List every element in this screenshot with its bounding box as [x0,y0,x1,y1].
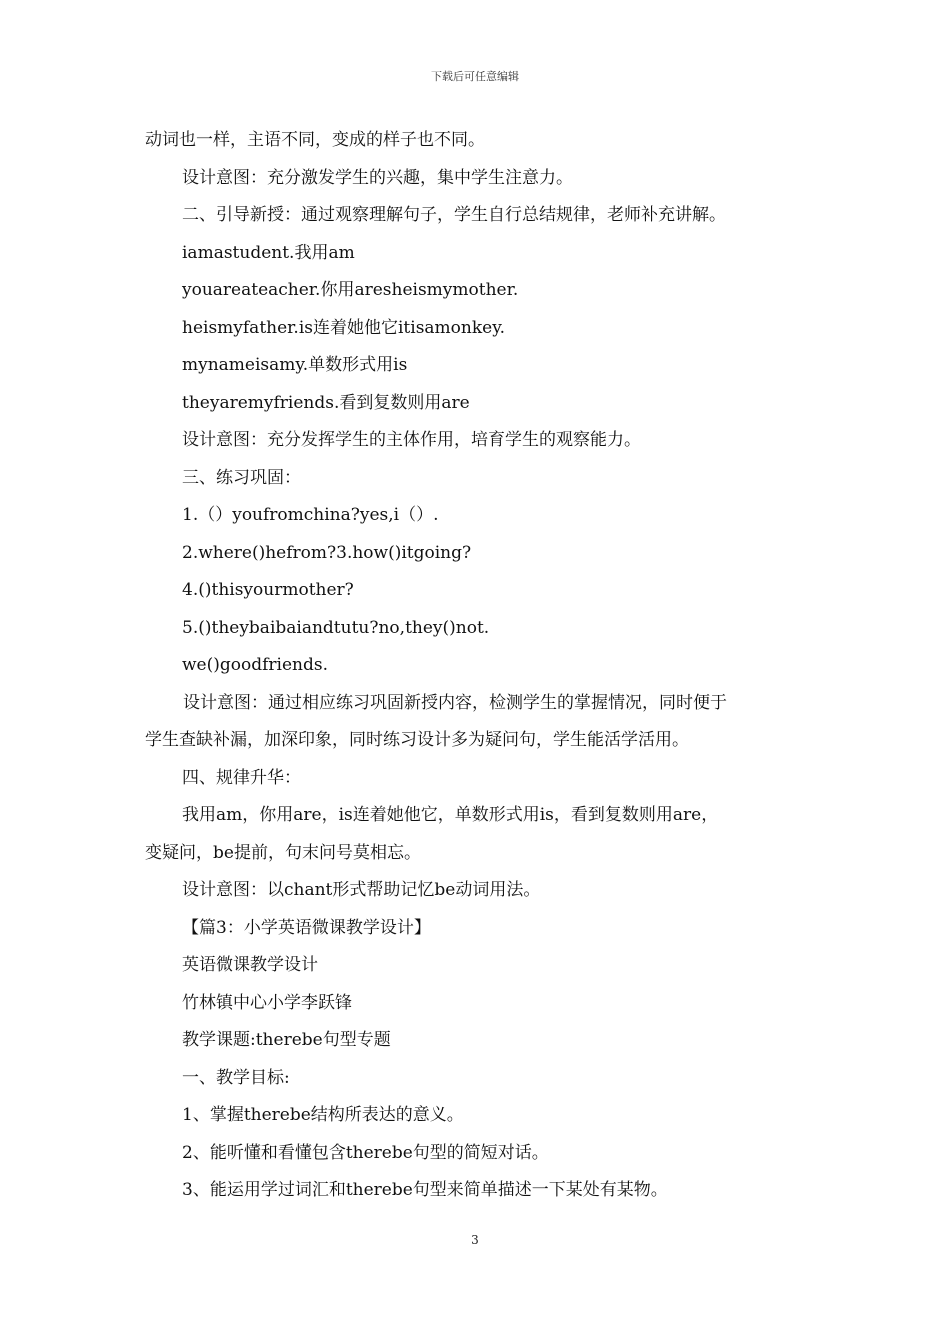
text-line: theyaremyfriends.看到复数则用are [182,392,470,413]
text-line: 设计意图：以chant形式帮助记忆be动词用法。 [182,880,541,900]
text-line: 设计意图：充分激发学生的兴趣，集中学生注意力。 [182,167,573,188]
text-line: youareateacher.你用aresheismymother. [182,280,519,300]
page-number: 3 [471,1233,479,1247]
text-line: mynameisamy.单数形式用is [182,355,408,375]
text-line: iamastudent.我用am [182,242,355,263]
text-line: we()goodfriends. [182,655,328,675]
text-line: 教学课题:therebe句型专题 [182,1030,391,1050]
text-line: 1.（）youfromchina?yes,i（）. [182,505,439,525]
text-line: 学生查缺补漏，加深印象，同时练习设计多为疑问句，学生能活学活用。 [145,730,689,750]
text-line: 2、能听懂和看懂包含therebe句型的简短对话。 [182,1142,549,1163]
text-line: 5.()theybaibaiandtutu?no,they()not. [182,617,490,638]
text-line: 动词也一样，主语不同，变成的样子也不同。 [145,130,485,150]
text-line: 1、掌握therebe结构所表达的意义。 [182,1105,464,1125]
text-line: 英语微课教学设计 [182,955,318,975]
text-line: 竹林镇中心小学李跃锋 [182,992,352,1013]
text-line: 4.()thisyourmother? [182,580,354,600]
text-line: 一、教学目标: [182,1067,290,1088]
text-line: 设计意图：通过相应练习巩固新授内容，检测学生的掌握情况，同时便于 [183,692,727,713]
text-line: 2.where()hefrom?3.how()itgoing? [182,542,472,563]
text-line: heismyfather.is连着她他它itisamonkey. [182,317,505,338]
text-line: 四、规律升华： [182,767,301,788]
text-line: 我用am，你用are，is连着她他它，单数形式用is，看到复数则用are， [182,805,719,825]
text-line: 二、引导新授：通过观察理解句子，学生自行总结规律，老师补充讲解。 [182,205,726,225]
text-line: 3、能运用学过词汇和therebe句型来简单描述一下某处有某物。 [182,1180,668,1200]
section-heading: 【篇3：小学英语微课教学设计】 [182,917,431,938]
page-header: 下载后可任意编辑 [431,70,519,83]
text-line: 设计意图：充分发挥学生的主体作用，培育学生的观察能力。 [182,430,641,450]
document-body [145,122,810,1210]
text-line: 变疑问，be提前，句末问号莫相忘。 [145,842,421,863]
text-line: 三、练习巩固： [182,467,301,488]
